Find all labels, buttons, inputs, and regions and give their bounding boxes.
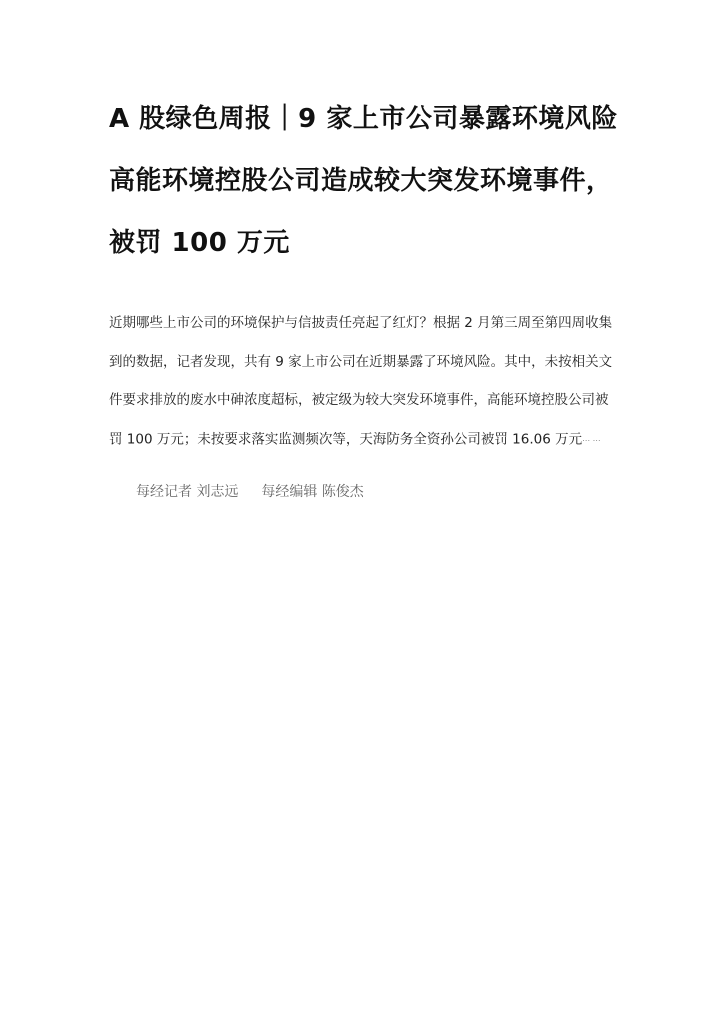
editor-name: 陈俊杰 <box>321 484 364 501</box>
reporter-label: 每经记者 <box>136 484 192 501</box>
article-summary <box>109 304 619 458</box>
reporter-name: 刘志远 <box>196 484 239 501</box>
summary-ellipsis: … … <box>582 433 601 443</box>
byline <box>136 482 619 502</box>
article-title: A 股绿色周报｜9 家上市公司暴露环境风险 高能环境控股公司造成较大突发环境事件，被罚 100 万元 <box>109 104 618 258</box>
article <box>109 88 619 502</box>
editor-label: 每经编辑 <box>261 484 318 501</box>
summary-text: 近期哪些上市公司的环境保护与信披责任亮起了红灯？根据 2 月第三周至第四周收集到的数据，记者发现，共有 9 家上市公司在近期暴露了环境风险。其中，未按相关文件要求排放的废水中砷浓度超标，被定级为较大突发环境事件，高能环境控股公司被罚 100 万元；未按要求落实监测频次等，天海防务全资孙公司被罚 16.06 万元 <box>109 315 613 447</box>
